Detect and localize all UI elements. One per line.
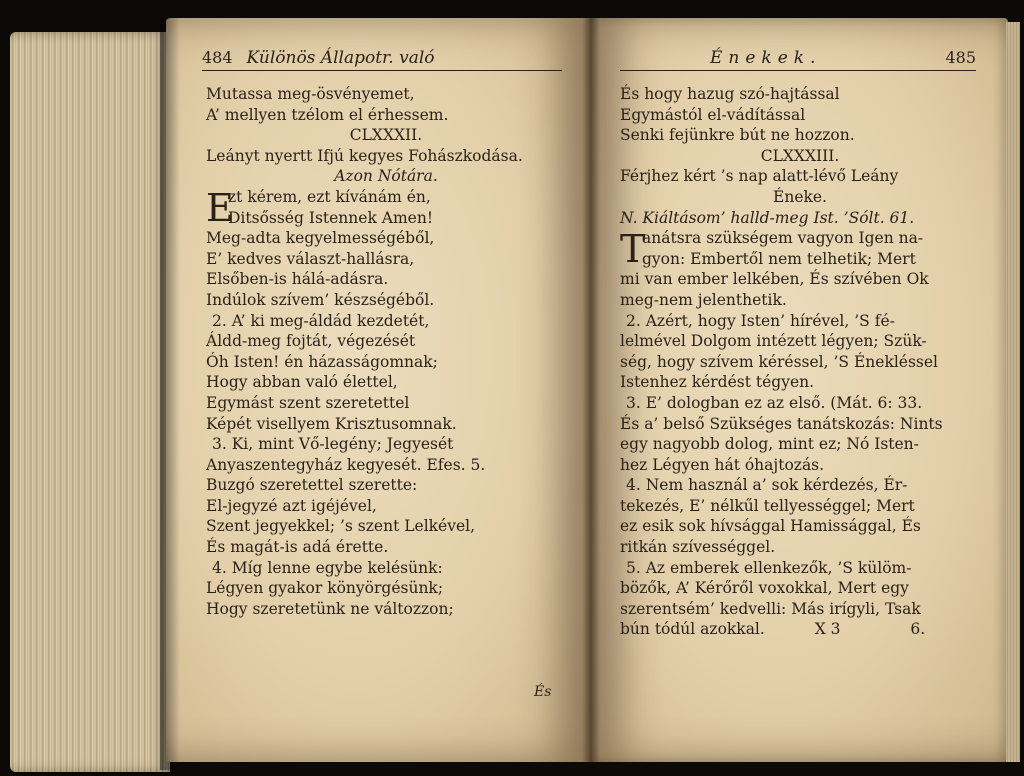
text-line: mi van ember lelkében, És szívében Ok <box>620 270 929 289</box>
text-line: És hogy hazug szó-hajtással <box>620 85 840 103</box>
verse-start: 3. E’ dologban ez az első. (Mát. 6: 33. <box>626 393 923 412</box>
text-line: tekezés, E’ nélkűl tellyességgel; Mert <box>620 496 915 515</box>
text-line: Egymástól el-vádítással <box>620 105 806 124</box>
text-line: Mutassa meg-ösvényemet, <box>206 85 415 103</box>
text-line: bözők, A’ Kérőről voxokkal, Mert egy <box>620 579 909 598</box>
running-title: Különös Állapotr. való <box>246 48 435 68</box>
text-line: Elsőben-is hálá-adásra. <box>206 270 389 289</box>
drop-cap: T <box>620 227 646 272</box>
left-page-text <box>206 84 566 619</box>
spine-shadow <box>160 18 180 770</box>
text-line: Istenhez kérdést tégyen. <box>620 373 815 392</box>
verse-start: 4. Nem használ a’ sok kérdezés, Ér- <box>626 476 908 495</box>
right-page-text <box>620 84 980 640</box>
text-line: Buzgó szeretettel szerette: <box>206 476 418 495</box>
text-line: És magát-is adá érette. <box>206 538 389 557</box>
text-line: hez Légyen hát óhajtozás. <box>620 455 825 474</box>
verse-start: 4. Míg lenne egybe kelésünk: <box>212 558 443 577</box>
verse-start: 2. Azért, hogy Isten’ hírével, ’S fé- <box>626 311 895 330</box>
text-line: E’ kedves választ-hallásra, <box>206 249 415 268</box>
text-line: Egymást szent szeretettel <box>206 393 410 412</box>
text-line: meg-nem jelenthetik. <box>620 290 787 309</box>
right-page <box>590 18 1008 762</box>
text-line-content: bún tódúl azokkal. <box>620 620 765 639</box>
right-page-edges <box>1006 22 1020 762</box>
hymn-title-cont: Éneke. <box>773 187 827 206</box>
hymn-number: CLXXXIII. <box>760 146 840 165</box>
book-gutter <box>582 18 600 762</box>
page-number: 485 <box>945 48 976 67</box>
open-book <box>10 18 1020 770</box>
text-line: lelmével Dolgom intézett légyen; Szük- <box>620 332 927 351</box>
text-line: Ditsősség Istennek Amen! <box>228 208 434 227</box>
hymn-title: Férjhez kért ’s nap alatt-lévő Leány <box>620 167 899 186</box>
tune-note: N. Kiáltásom’ halld-meg Ist. ’Sólt. 61. <box>620 208 915 227</box>
left-page <box>166 18 590 762</box>
verse-start: 5. Az emberek ellenkezők, ’S külöm- <box>626 558 912 577</box>
drop-cap: E <box>206 185 234 230</box>
text-line: szerentsém’ kedvelli: Más irígyli, Tsak <box>620 599 921 618</box>
text-line-content: anátsra szükségem vagyon Igen na- <box>642 229 924 248</box>
text-line: ez esik sok hívsággal Hamissággal, És <box>620 517 921 536</box>
catchword: És <box>534 684 552 700</box>
signature-mark: X 3 <box>814 620 841 639</box>
text-line: Légyen gyakor könyörgésünk; <box>206 579 444 598</box>
text-line <box>620 619 980 640</box>
hymn-number: CLXXXII. <box>349 126 423 145</box>
text-line: ritkán szívességgel. <box>620 538 776 557</box>
text-line: Hogy abban való élettel, <box>206 373 398 392</box>
text-line: Indúlok szívem’ készségéből. <box>206 290 435 309</box>
text-line: gyon: Embertől nem telhetik; Mert <box>642 249 916 268</box>
text-line: Hogy szeretetünk ne változzon; <box>206 599 454 618</box>
hymn-title: Leányt nyertt Ifjú kegyes Fohászkodása. <box>206 146 523 165</box>
page-number: 484 <box>202 48 233 67</box>
running-title: Énekek. <box>710 48 822 68</box>
text-line: Óh Isten! én házasságomnak; <box>206 352 438 371</box>
tune-note: Azon Nótára. <box>334 167 438 186</box>
text-line: Anyaszentegyház kegyesét. Efes. 5. <box>206 455 486 474</box>
verse-start: 6. <box>910 620 926 639</box>
right-page-header <box>620 48 976 71</box>
verse-start: 2. A’ ki meg-áldád kezdetét, <box>212 311 430 330</box>
text-line: Áldd-meg fojtát, végezését <box>206 332 416 351</box>
text-line: Képét visellyem Krisztusomnak. <box>206 414 457 433</box>
left-page-header <box>202 48 562 71</box>
text-line: És a’ belső Szükséges tanátskozás: Nints <box>620 414 943 433</box>
text-line: Meg-adta kegyelmességéből, <box>206 229 435 248</box>
text-line: ség, hogy szívem kéréssel, ’S Énekléssel <box>620 352 938 371</box>
text-line: egy nagyobb dolog, mint ez; Nó Isten- <box>620 435 919 454</box>
page-block-edges <box>10 32 170 772</box>
text-line: A’ mellyen tzélom el érhessem. <box>206 105 449 124</box>
verse-start: 3. Ki, mint Vő-legény; Jegyesét <box>212 435 454 454</box>
text-line: Senki fejünkre bút ne hozzon. <box>620 126 855 145</box>
text-line-content: zt kérem, ezt kívánám én, <box>228 187 431 206</box>
text-line: Szent jegyekkel; ’s szent Lelkével, <box>206 517 476 536</box>
text-line: El-jegyzé azt igéjével, <box>206 496 377 515</box>
